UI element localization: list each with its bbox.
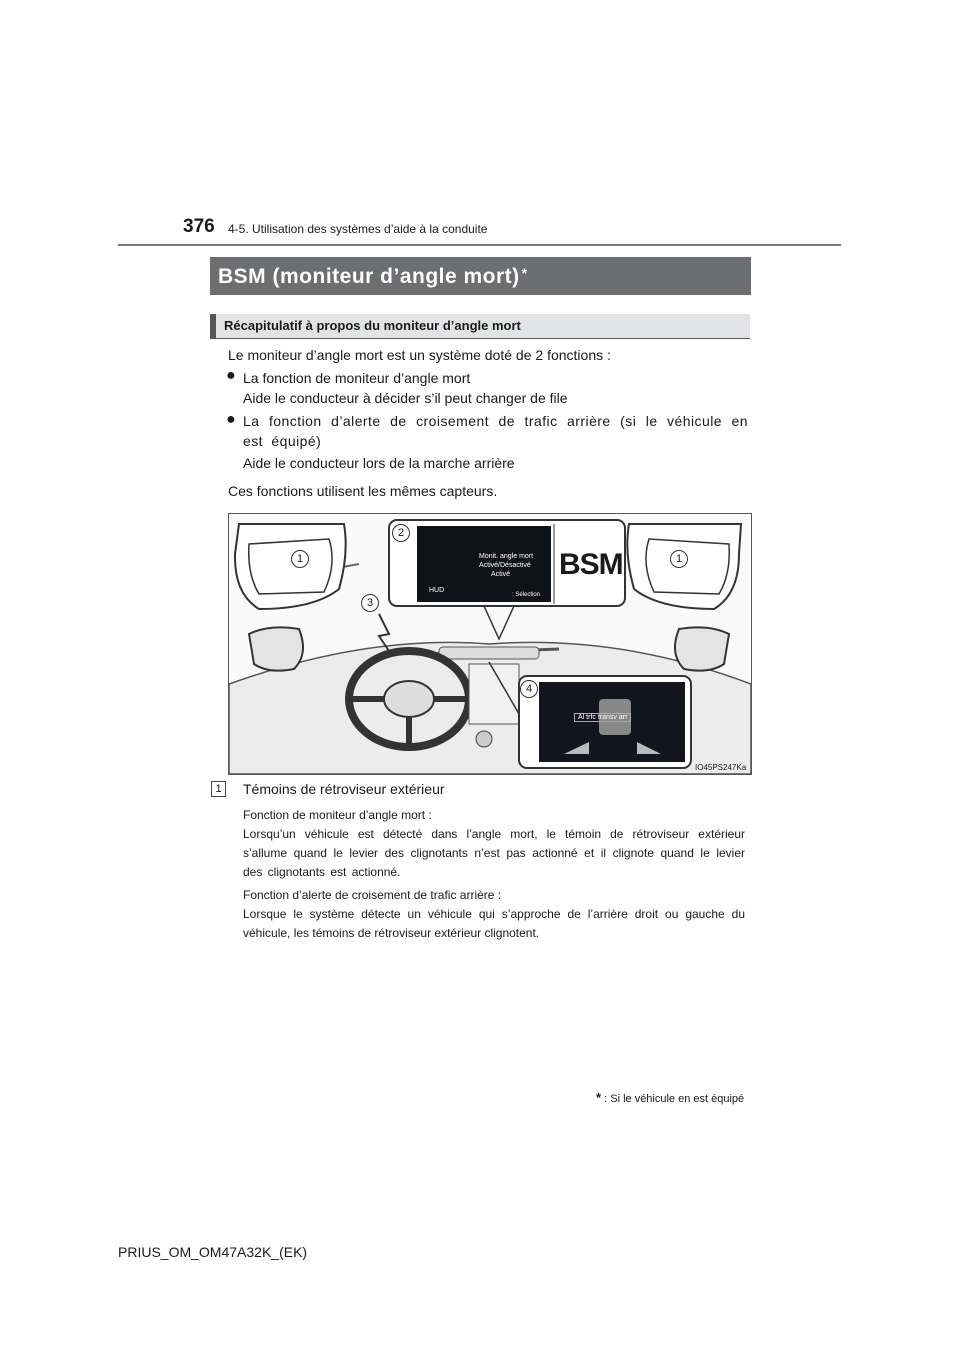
callout-3: 3 xyxy=(361,594,379,612)
outro-text: Ces fonctions utilisent les mêmes capteurs. xyxy=(228,483,498,499)
subheading-marker xyxy=(210,314,216,339)
page-number: 376 xyxy=(183,216,215,237)
intro-text: Le moniteur d’angle mort est un système doté de 2 fonctions : xyxy=(228,347,611,363)
item-number: 1 xyxy=(211,781,226,797)
title-text: BSM (moniteur d’angle mort) xyxy=(218,265,520,288)
screen-select: : Sélection xyxy=(512,592,541,598)
screen-hud: HUD xyxy=(429,587,445,594)
item-p2-body: Lorsque le système détecte un véhicule qui s’approche de l’arrière droit ou gauche du véhicule, les témoins de rétroviseur extérieur clignotent. xyxy=(243,907,745,940)
title-star: * xyxy=(521,265,528,281)
subheading: Récapitulatif à propos du moniteur d’angle mort xyxy=(224,318,521,333)
rcta-label: Al trfc transv arr xyxy=(574,713,631,722)
bullet-1-title: La fonction de moniteur d’angle mort xyxy=(243,370,471,386)
callout-2: 2 xyxy=(392,524,410,542)
callout-1-right: 1 xyxy=(670,550,688,568)
item-p2-head: Fonction d’alerte de croisement de trafic arrière : xyxy=(243,888,502,902)
screen-menu-label: Monit. angle mort Activé/Désactivé xyxy=(479,553,534,569)
figure-code: IO45PS247Ka xyxy=(695,763,747,772)
footnote-text: : Si le véhicule en est équipé xyxy=(604,1093,745,1105)
item-p1-body: Lorsqu’un véhicule est détecté dans l’angle mort, le témoin de rétroviseur extérieur s’allume quand le levier des clignotants n’est pas actionné et il clignote quand le levier des clignotants est actionné. xyxy=(243,827,745,879)
bullet-dot: ● xyxy=(226,367,236,384)
footnote xyxy=(596,1090,744,1105)
item-p1-head: Fonction de moniteur d’angle mort : xyxy=(243,808,432,822)
screen-state: Activé xyxy=(491,571,511,578)
item-title: Témoins de rétroviseur extérieur xyxy=(243,781,445,797)
footnote-star: * xyxy=(596,1090,602,1105)
bullet-dot: ● xyxy=(226,411,236,428)
header-rule xyxy=(118,244,841,246)
callout-4: 4 xyxy=(520,680,538,698)
callout-1-left: 1 xyxy=(291,550,309,568)
bsm-label: BSM xyxy=(559,548,623,581)
footer-code: PRIUS_OM_OM47A32K_(EK) xyxy=(118,1244,308,1260)
page-title xyxy=(218,265,528,289)
section-header: 4-5. Utilisation des systèmes d’aide à la conduite xyxy=(228,222,488,236)
bullet-2-desc: Aide le conducteur lors de la marche arrière xyxy=(243,455,515,471)
illustration xyxy=(228,513,752,775)
bullet-1-desc: Aide le conducteur à décider s’il peut changer de file xyxy=(243,390,568,406)
bullet-2-title: La fonction d’alerte de croisement de trafic arrière (si le véhicule en est équipé) xyxy=(243,413,748,449)
